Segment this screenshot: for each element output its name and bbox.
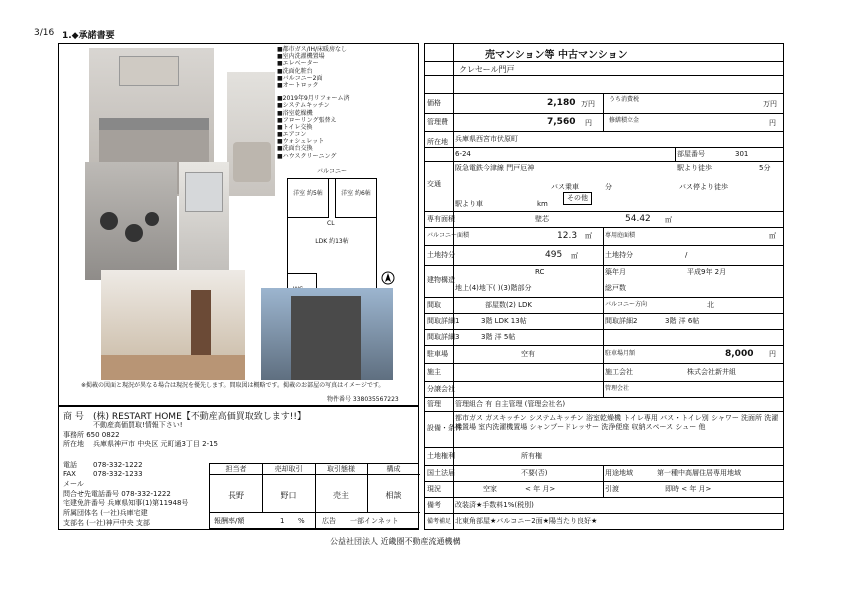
traffic-line: 阪急電鉄今津線 門戸厄神	[455, 164, 535, 172]
price-unit: 万円	[581, 100, 595, 108]
ad-label: 広告	[322, 517, 336, 525]
remark: 北東角部屋★バルコニー2面★陽当たり良好★	[455, 517, 598, 525]
building-photo	[261, 288, 393, 380]
staff-header: 売却取引	[274, 465, 303, 473]
area-type: 壁芯	[535, 215, 549, 223]
feature-item: ■オートロック	[277, 81, 319, 89]
feature-item: ■ハウスクリーニング	[277, 152, 337, 160]
room-label: 部屋番号	[677, 150, 705, 158]
bus-label: バス乗車	[551, 183, 579, 191]
floorplan-room1: 洋室 約5帖	[293, 190, 323, 197]
location2: 6-24	[455, 150, 471, 158]
delivery-label: 引渡	[605, 485, 619, 493]
seller-label: 施主	[427, 368, 441, 376]
land-right-label: 土地持分	[605, 251, 633, 259]
floorplan-ldk: LDK 約13帖	[315, 238, 349, 245]
area-label: 専有面積	[427, 215, 455, 223]
balcony-area-label: バルコニー面積	[427, 232, 470, 239]
structure-label: 建物構造	[427, 276, 455, 284]
layout-label: 間取	[427, 301, 441, 309]
commission-pct: %	[298, 517, 305, 525]
zone-label: 用途地域	[605, 469, 633, 477]
license-number: 宅建免許番号 兵庫県知事(1)第11948号	[63, 499, 189, 507]
north-arrow-icon	[381, 270, 395, 284]
page-title: 1.◆承諾書要	[62, 31, 115, 41]
walk-value: 5分	[759, 164, 771, 172]
company-tel: 078-332-1222	[93, 461, 143, 469]
staff-value: 野口	[280, 491, 297, 500]
mgmt-co-label: 分譲会社	[427, 385, 455, 393]
fax-label: FAX	[63, 470, 76, 478]
member-org: 所属団体名 (一社)兵庫宅建	[63, 509, 148, 517]
parking-unit: 円	[769, 350, 776, 358]
floorplan-cl: CL	[327, 220, 335, 227]
stove-photo	[85, 162, 177, 280]
landright-label: 土地権利	[427, 452, 455, 460]
floorplan-balcony: バルコニー	[317, 168, 348, 175]
builder: 株式会社新井組	[687, 368, 736, 376]
built: 平成9年 2月	[687, 268, 727, 276]
private-garden-label: 専用庭面積	[605, 232, 636, 239]
staff-header: 構成	[386, 465, 401, 473]
remark-label: 備考補足	[427, 518, 452, 525]
tax-label: うち消費税	[609, 96, 640, 103]
area-unit: ㎡	[665, 216, 672, 224]
other-label: その他	[563, 192, 592, 205]
delivery: 即時 < 年 月>	[665, 485, 712, 493]
parking-fee-label: 駐車場月額	[605, 350, 636, 357]
property-name: クレセール門戸	[459, 65, 515, 74]
feature-item: ■バルコニー2面	[277, 74, 323, 82]
repair-unit: 円	[769, 119, 776, 127]
status: 空家	[483, 485, 497, 493]
detail3: 3階 洋 5帖	[481, 333, 516, 341]
bath-photo	[227, 72, 275, 196]
commission-value: 1	[280, 517, 285, 525]
feature-item: ■洗面台交換	[277, 145, 313, 153]
station-car-label: 駅より車	[455, 200, 483, 208]
land-unit: ㎡	[571, 252, 578, 260]
page-number: 3/16	[34, 28, 55, 38]
mgmt-co2-label: 管理会社	[605, 385, 630, 392]
room-photo	[101, 270, 245, 380]
staff-value: 長野	[228, 491, 244, 500]
repair-label: 修繕積立金	[609, 117, 640, 124]
property-category: 売マンション等 中古マンション	[485, 50, 628, 61]
company-block	[58, 406, 419, 530]
mgmt-unit: 円	[585, 119, 592, 127]
company-license: 事務所 650 0822	[63, 431, 120, 439]
walk-label: 駅より徒歩	[677, 164, 712, 172]
built-label: 築年月	[605, 268, 626, 276]
note: 改装済★手数料1%(税別)	[455, 501, 534, 509]
location: 兵庫県西宮市伏原町	[455, 135, 518, 143]
parking-label: 駐車場	[427, 350, 448, 358]
feature-item: ■2019年9月リフォーム済	[277, 95, 350, 103]
floors: 地上(4)地下( )(3)階部分	[455, 284, 532, 292]
detail1: 3階 LDK 13帖	[481, 317, 527, 325]
staff-header: 取引態様	[327, 465, 355, 473]
commission-label: 報酬率/額	[214, 517, 245, 525]
feature-item: ■室内洗濯機置場	[277, 53, 325, 61]
feature-list	[277, 46, 417, 160]
footer-org: 公益社団法人 近畿圏不動産流通機構	[330, 537, 461, 546]
company-sub: 不動産高価買取!情報下さい!	[93, 421, 183, 429]
location-label: 所在地	[427, 138, 448, 146]
feature-item: ■トイレ交換	[277, 123, 313, 131]
ad-value: 一部インネット	[350, 517, 399, 525]
address-label: 所在地	[63, 440, 84, 448]
law: 不要(否)	[521, 469, 548, 477]
equipment: 都市ガス ガスキッチン システムキッチン 浴室乾燥機 トイレ専用 バス・トイレ別 シャワー 洗面所 洗濯機置場 室内洗濯機置場 シャンプードレッサー 洗浄便座 収納スペース シュー 他	[455, 414, 779, 431]
status-label: 現況	[427, 485, 441, 493]
detail2: 3階 洋 6帖	[665, 317, 700, 325]
feature-item: ■フローリング張替え	[277, 116, 337, 124]
structure: RC	[535, 268, 545, 276]
company-name: (株) RESTART HOME【不動産高価買取致します!!】	[93, 412, 306, 422]
mgmt-value: 7,560	[547, 117, 576, 127]
feature-item: ■都市ガス/IH/床暖房なし	[277, 46, 347, 53]
washbasin-photo	[179, 162, 229, 280]
balcony-unit: ㎡	[585, 232, 592, 240]
detail1-label: 間取詳細1	[427, 317, 460, 325]
parking: 空有	[521, 350, 535, 358]
company-address: 兵庫県神戸市 中央区 元町通3丁目 2-15	[93, 440, 219, 448]
note-label: 備考	[427, 501, 441, 509]
bus-min: 分	[605, 183, 612, 191]
photo-note: ※掲載の図面と現況が異なる場合は現況を優先します。間取図は概略です。掲載のお部屋の写真はイメージです。	[81, 382, 385, 389]
price-unit2: 万円	[763, 100, 777, 108]
detail2-label: 間取詳細2	[605, 317, 638, 325]
property-code: 物件番号 338035567223	[327, 396, 399, 403]
balcony-area: 12.3	[557, 231, 578, 241]
property-sheet	[424, 43, 784, 530]
staff-table	[209, 463, 419, 529]
status-date: < 年 月>	[525, 485, 556, 493]
feature-item: ■エアコン	[277, 131, 307, 139]
tel-label: 電話	[63, 461, 77, 469]
feature-item: ■浴室乾燥機	[277, 109, 313, 117]
busstop-label: バス停より徒歩	[679, 183, 728, 191]
inquiry-tel: 問合せ先電話番号 078-332-1222	[63, 490, 171, 498]
feature-item: ■洗面化粧台	[277, 67, 313, 75]
detail3-label: 間取詳細3	[427, 333, 460, 341]
staff-value: 相談	[385, 491, 402, 500]
feature-item: ■エレベーター	[277, 60, 319, 68]
branch-name: 支部名 (一社)神戸中央 支部	[63, 519, 150, 527]
staff-header: 担当者	[225, 465, 247, 473]
management-label: 管理	[427, 400, 441, 408]
area-value: 54.42	[625, 214, 651, 224]
land-label: 土地持分	[427, 251, 455, 259]
parking-fee: 8,000	[725, 349, 754, 359]
management: 管理組合 有 自主管理 (管理会社名)	[455, 400, 566, 408]
price-label: 価格	[427, 99, 441, 107]
direction: 北	[707, 301, 714, 309]
garden-unit: ㎡	[769, 232, 776, 240]
layout: 部屋数(2) LDK	[485, 301, 533, 309]
km-unit: km	[537, 200, 548, 208]
direction-label: バルコニー方向	[605, 301, 648, 308]
price-value: 2,180	[547, 98, 576, 108]
land-value: 495	[545, 250, 563, 260]
equip-label: 設備・条件	[427, 424, 462, 432]
staff-value: 売主	[333, 491, 349, 500]
photo-panel	[58, 43, 419, 406]
feature-item: ■システムキッチン	[277, 102, 330, 110]
room-number: 301	[735, 150, 749, 158]
builder-label: 施工会社	[605, 368, 633, 376]
law-label: 国土法届	[427, 469, 455, 477]
feature-item: ■ウォシュレット	[277, 138, 325, 146]
traffic-label: 交通	[427, 180, 441, 188]
floorplan-room2: 洋室 約6帖	[341, 190, 371, 197]
mail-label: メール	[63, 480, 84, 488]
company-name-label: 商 号	[63, 412, 84, 422]
land-right: /	[685, 251, 688, 259]
units-label: 総戸数	[605, 284, 626, 292]
company-fax: 078-332-1233	[93, 470, 143, 478]
mgmt-label: 管理費	[427, 118, 448, 126]
landright: 所有権	[521, 452, 542, 460]
zone: 第一種中高層住居専用地域	[657, 469, 741, 477]
